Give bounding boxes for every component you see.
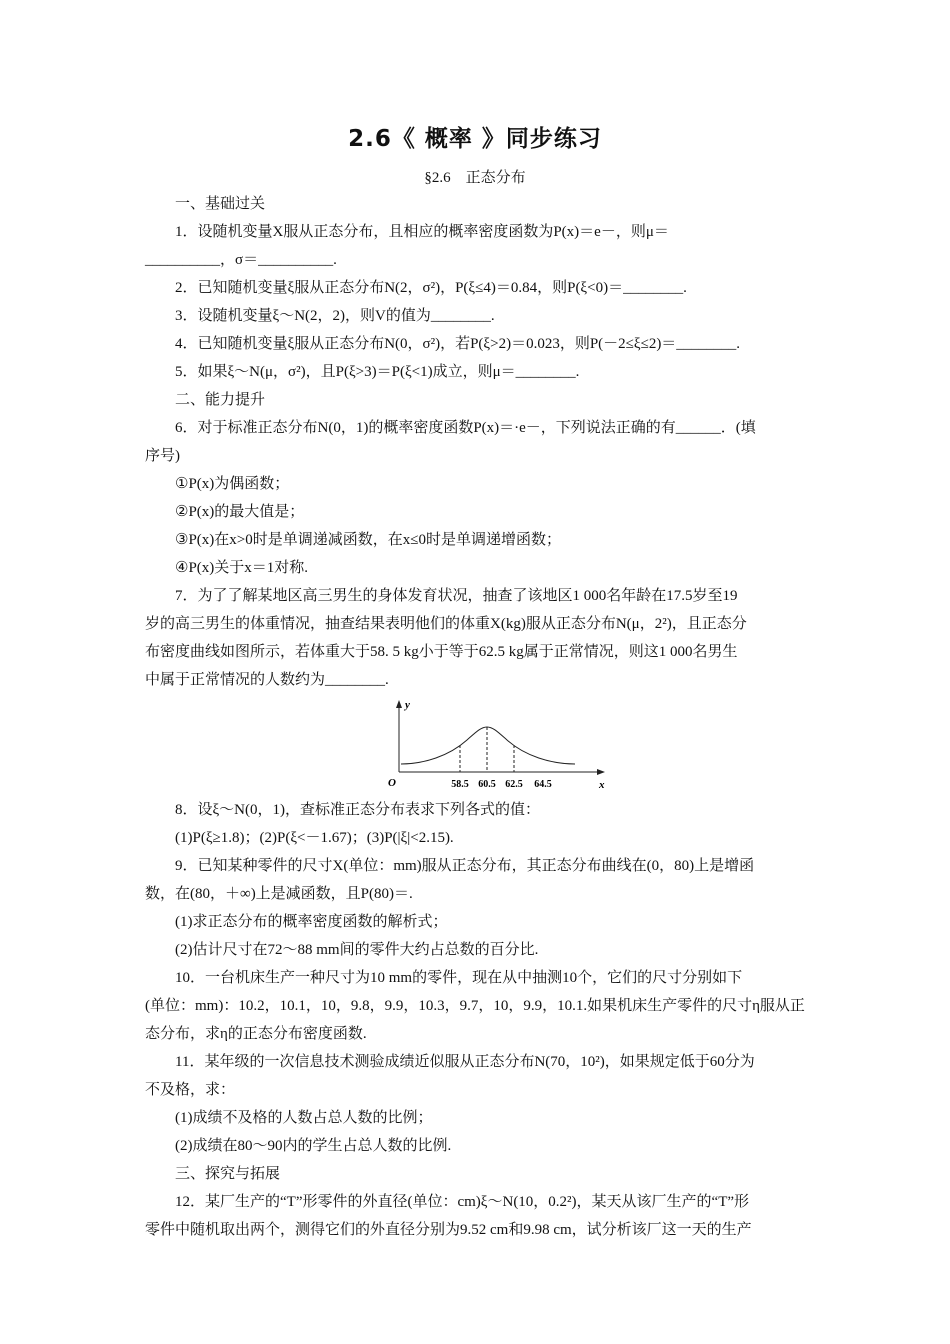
problem-12-line-2: 零件中随机取出两个，测得它们的外直径分别为9.52 cm和9.98 cm，试分析该厂这一天的生产 — [145, 1222, 752, 1238]
tick-label: 60.5 — [478, 779, 496, 790]
problem-6-option-2: ②P(x)的最大值是； — [175, 504, 305, 520]
section-heading: 三、探究与拓展 — [175, 1166, 281, 1182]
y-axis-arrow — [396, 700, 402, 708]
problem-6-option-4: ④P(x)关于x＝1对称. — [175, 560, 309, 576]
section-subtitle: §2.6 正态分布 — [424, 170, 526, 186]
problem-2: 2．已知随机变量ξ服从正态分布N(2，σ²)，P(ξ≤4)＝0.84，则P(ξ<0)＝________. — [175, 280, 687, 296]
problem-11-part-1: (1)成绩不及格的人数占总人数的比例； — [175, 1110, 433, 1126]
problem-1-line-1: 1．设随机变量X服从正态分布，且相应的概率密度函数为P(x)＝e－，则μ＝ — [175, 224, 669, 240]
problem-12-line-1: 12．某厂生产的“T”形零件的外直径(单位：cm)ξ～N(10，0.2²)，某天从该厂生产的“T”形 — [175, 1194, 750, 1210]
problem-8: 8．设ξ～N(0，1)，查标准正态分布表求下列各式的值： — [175, 802, 541, 818]
problem-11-line-2: 不及格，求： — [145, 1082, 236, 1098]
tick-label: 64.5 — [534, 779, 552, 790]
problem-3: 3．设随机变量ξ～N(2，2)，则V的值为________. — [175, 308, 495, 324]
problem-5: 5．如果ξ～N(μ，σ²)，且P(ξ>3)＝P(ξ<1)成立，则μ＝________. — [175, 364, 580, 380]
x-axis-label: x — [599, 779, 605, 790]
problem-9-part-2: (2)估计尺寸在72～88 mm间的零件大约占总数的百分比. — [175, 942, 539, 958]
problem-9-line-2: 数，在(80，＋∞)上是减函数，且P(80)＝. — [145, 886, 413, 902]
problem-1-line-2: __________，σ＝__________. — [145, 252, 337, 268]
tick-label: 58.5 — [451, 779, 469, 790]
problem-10-line-1: 10．一台机床生产一种尺寸为10 mm的零件，现在从中抽测10个，它们的尺寸分别如下 — [175, 970, 743, 986]
normal-curve-figure — [145, 696, 808, 792]
problem-6-line-1: 6．对于标准正态分布N(0，1)的概率密度函数P(x)＝·e－，下列说法正确的有______．(填 — [175, 420, 756, 436]
section-heading: 一、基础过关 — [175, 196, 266, 212]
problem-7-line-1: 7．为了了解某地区高三男生的身体发育状况，抽查了该地区1 000名年龄在17.5岁至19 — [175, 588, 738, 604]
problem-9-line-1: 9．已知某种零件的尺寸X(单位：mm)服从正态分布，其正态分布曲线在(0，80)上是增函 — [175, 858, 755, 874]
problem-9-part-1: (1)求正态分布的概率密度函数的解析式； — [175, 914, 448, 930]
problem-7-line-3: 布密度曲线如图所示，若体重大于58. 5 kg小于等于62.5 kg属于正常情况，则这1 000名男生 — [145, 644, 738, 660]
problem-10-line-2: (单位：mm)：10.2，10.1，10，9.8，9.9，10.3，9.7，10，9.9，10.1.如果机床生产零件的尺寸η服从正 — [145, 998, 805, 1014]
problem-7-line-2: 岁的高三男生的体重情况，抽查结果表明他们的体重X(kg)服从正态分布N(μ，2²)，且正态分 — [145, 616, 747, 632]
problem-10-line-3: 态分布，求η的正态分布密度函数. — [145, 1026, 367, 1042]
section-heading: 二、能力提升 — [175, 392, 266, 408]
origin-label: O — [388, 777, 396, 789]
y-axis-label: y — [405, 699, 410, 711]
problem-6-option-3: ③P(x)在x>0时是单调递减函数，在x≤0时是单调递增函数； — [175, 532, 561, 548]
problem-11-part-2: (2)成绩在80～90内的学生占总人数的比例. — [175, 1138, 452, 1154]
problem-6-option-1: ①P(x)为偶函数； — [175, 476, 290, 492]
problem-7-line-4: 中属于正常情况的人数约为________. — [145, 672, 389, 688]
problem-8-parts: (1)P(ξ≥1.8)；(2)P(ξ<－1.67)；(3)P(|ξ|<2.15). — [175, 830, 454, 846]
exercise-body — [145, 190, 808, 1244]
problem-4: 4．已知随机变量ξ服从正态分布N(0，σ²)，若P(ξ>2)＝0.023，则P(－2≤ξ≤2)＝________. — [175, 336, 741, 352]
problem-6-line-2: 序号) — [145, 448, 180, 464]
page-title: 2.6《 概率 》同步练习 — [348, 126, 602, 152]
tick-label: 62.5 — [505, 779, 523, 790]
problem-11-line-1: 11．某年级的一次信息技术测验成绩近似服从正态分布N(70，10²)，如果规定低于60分为 — [175, 1054, 755, 1070]
density-curve — [401, 727, 575, 764]
x-axis-arrow — [597, 769, 605, 775]
normal-curve-diagram — [379, 696, 609, 790]
